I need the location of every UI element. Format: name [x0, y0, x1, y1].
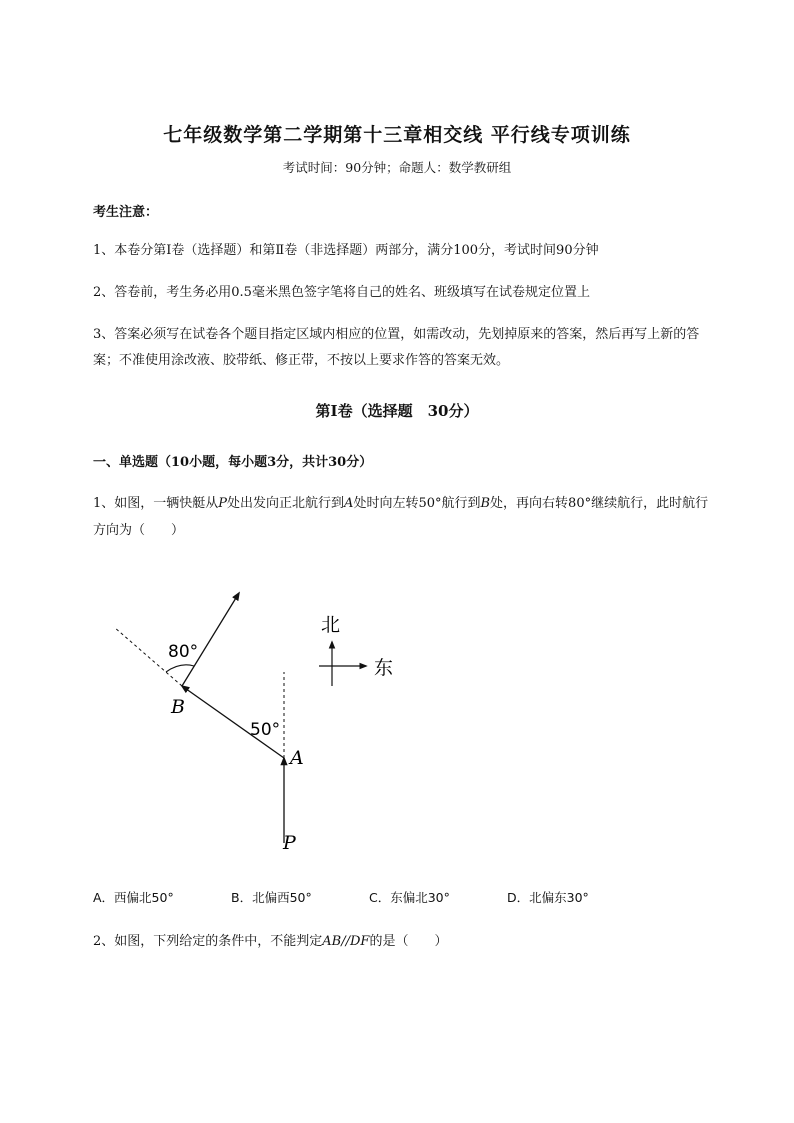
option-c[interactable]: C．东偏北30° [369, 890, 450, 905]
path-b-onward [182, 593, 239, 686]
point-label-p: P [283, 832, 296, 854]
q1-var-a: A [344, 496, 354, 511]
angle-label-50: 50° [250, 720, 281, 740]
option-a[interactable]: A．西偏北50° [93, 890, 174, 905]
section-title: 第I卷（选择题 30分） [315, 402, 479, 420]
compass-east-label: 东 [374, 657, 394, 679]
navigation-diagram [100, 580, 420, 860]
note-3: 3、答案必须写在试卷各个题目指定区域内相应的位置，如需改动，先划掉原来的答案，然后再写上新的答案；不准使用涂改液、胶带纸、修正带，不按以上要求作答的答案无效。 [93, 327, 700, 368]
q1-text-4: 处，再向右转80°继续航行，此时航行方向为（ ） [93, 496, 709, 538]
part-title: 一、单选题（10小题，每小题3分，共计30分） [93, 455, 373, 470]
notes-heading: 考生注意： [93, 205, 159, 220]
angle-label-80: 80° [168, 642, 199, 662]
q2-parallel-sign: // [341, 934, 350, 949]
q2-var-df: DF [350, 934, 370, 949]
q1-text-3: 处时向左转50°航行到 [353, 496, 481, 511]
angle-arc-b [166, 665, 194, 672]
q1-text-1: 1、如图，一辆快艇从 [93, 496, 219, 511]
q1-var-b: B [480, 496, 491, 511]
question-1-text [93, 490, 713, 544]
question-1-options [93, 888, 713, 910]
point-label-a: A [290, 747, 304, 769]
exam-subtitle: 考试时间：90分钟；命题人：数学教研组 [282, 160, 512, 175]
q2-text-3: 的是（ ） [369, 934, 448, 949]
q1-text-2: 处出发向正北航行到 [227, 496, 345, 511]
q2-text-1: 2、如图，下列给定的条件中，不能判定 [93, 934, 323, 949]
question-2-text [93, 928, 713, 955]
option-d[interactable]: D．北偏东30° [507, 890, 589, 905]
exam-title: 七年级数学第二学期第十三章相交线 平行线专项训练 [163, 124, 631, 146]
option-b[interactable]: B．北偏西50° [231, 890, 312, 905]
question-1-figure [100, 580, 420, 860]
q1-var-p: P [218, 496, 228, 511]
note-1: 1、本卷分第I卷（选择题）和第Ⅱ卷（非选择题）两部分，满分100分，考试时间90分钟 [93, 243, 599, 258]
compass-north-label: 北 [321, 614, 341, 636]
q2-var-ab: AB [322, 934, 342, 949]
point-label-b: B [171, 696, 185, 718]
note-2: 2、答卷前，考生务必用0.5毫米黑色签字笔将自己的姓名、班级填写在试卷规定位置上 [93, 285, 590, 300]
